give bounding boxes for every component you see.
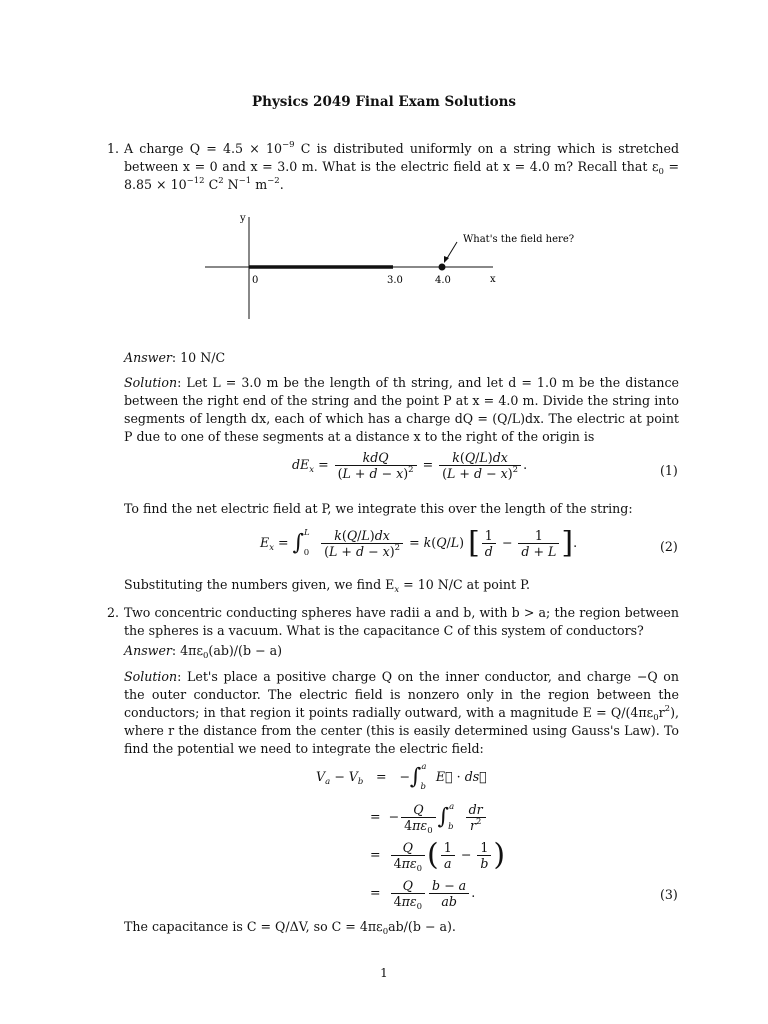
question-2-solution: Solution: Let's place a positive charge Q on the inner conductor, and charge −Q on the outer conductor. The electric field is nonzero only in the region between the conductors; in that region it points radially outward, with a magnitude $E = Q/(4\pi\varepsilon_0r^2)$, where r the distance from the center (this is easily determined using Gauss's Law). To find the potential we need to integrate the electric field: [124, 669, 679, 756]
question-2-number: 2. [107, 605, 120, 620]
equation-3-line-4: = $\frac{Q}{4\pi\varepsilon_0}$ $\frac{b - a}{ab}$ . [370, 878, 476, 912]
callout-text: What's the field here? [463, 234, 575, 245]
y-axis-label: y [240, 213, 246, 224]
question-1-solution: Solution: Let L = 3.0 m be the length of th string, and let d = 1.0 m be the distance between the right end of the string and the point P at x = 4.0 m. Divide the string into segments of length dx, each of which has a charge dQ = (Q/L)dx. The electric at point P due to one of these segments at a distance x to the right of the origin is [124, 375, 679, 444]
question-2-answer: Answer: $4\pi\varepsilon_0(ab)/(b - a)$ [124, 643, 283, 661]
page-number: 1 [380, 966, 388, 980]
question-2-closing: The capacitance is C = Q/ΔV, so $C = 4\pi\varepsilon_0ab/(b - a)$. [124, 919, 456, 937]
equation-2: $E_x = \int^L_0$ $\frac{k(Q/L)dx}{(L + d - x)^2}$ = k(Q/L) [ $\frac{1}{d}$ − $\frac{1}{d + L}$ ]. [260, 525, 578, 561]
equation-2-number: (2) [660, 539, 678, 554]
question-1-result: Substituting the numbers given, we find $E_x = 10$ N/C at point P. [124, 577, 531, 595]
tick-label-3: 3.0 [387, 275, 403, 286]
question-1-integrate-text: To find the net electric field at P, we integrate this over the length of the string: [124, 501, 633, 516]
question-2-prompt: Two concentric conducting spheres have radii a and b, with b > a; the region between the spheres is a vacuum. What is the capacitance C of this system of conductors? [124, 605, 679, 638]
equation-3-number: (3) [660, 887, 678, 902]
question-1-prompt: A charge $Q = 4.5 \times 10^{-9}$ C is distributed uniformly on a string which is stretched between x = 0 and x = 3.0 m. What is the electric field at x = 4.0 m? Recall that $\varepsilon_0 = 8.85 \times 10^{-12}$ $C^2$ $N^{-1}$ $m^{-2}$. [124, 140, 680, 192]
tick-label-4: 4.0 [435, 275, 451, 286]
equation-1: $dE_x$ = $\frac{\text{kdQ}}{(L + d - x)^2}$ = $\frac{k(Q/L)dx}{(L + d - x)^2}$ . [292, 450, 528, 481]
equation-3-line-3: = $\frac{Q}{4\pi\varepsilon_0}$ ( $\frac{1}{a}$ − $\frac{1}{b}$ ) [370, 837, 506, 874]
origin-label: 0 [252, 275, 259, 286]
page-title: Physics 2049 Final Exam Solutions [252, 94, 516, 110]
field-point [439, 264, 446, 271]
question-1-answer: Answer: 10 N/C [124, 350, 226, 365]
x-axis-label: x [490, 274, 496, 285]
equation-1-number: (1) [660, 463, 678, 478]
equation-3-line-2: = − $\frac{Q}{4\pi\varepsilon_0}$ ∫$^a_b$ $\frac{dr}{r^2}$ [370, 802, 488, 833]
equation-3-line-1: $V_a - V_b = -\int^a_b$ E⃗ · ds⃗ [316, 762, 487, 792]
question-1-number: 1. [107, 141, 120, 156]
callout-arrow [446, 242, 457, 260]
charged-string-figure [195, 205, 575, 325]
